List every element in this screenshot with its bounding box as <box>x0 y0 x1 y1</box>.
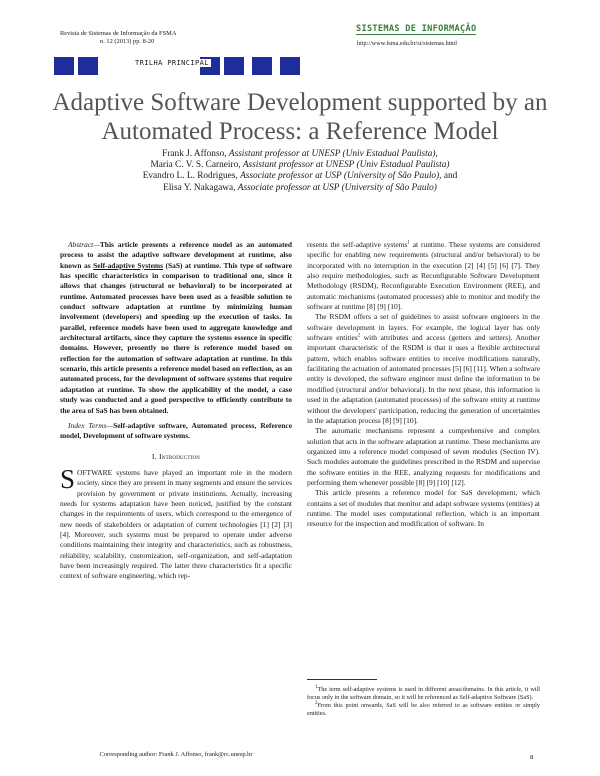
footnote: $^2$From this point onwards, SaS will be also referred to as software entities or simply entities. <box>307 701 540 718</box>
banner-block <box>224 57 244 75</box>
corresponding-author: Corresponding author: Frank J. Affonso, frank@rc.unesp.br <box>99 751 253 758</box>
paper-title: Adaptive Software Development supported by an Automated Process: a Reference Model <box>52 89 548 145</box>
journal-name: Revista de Sistemas de Informação da FSMA <box>60 30 177 37</box>
abstract: Abstract—This article presents a reference model as an automated process to assist the adaptive software development at runtime, also known as Self-adaptive Systems (SaS) at runtime. This type of software has specific characteristics in comparison to traditional one, since it allows that changes (structural or behavioral) to be incorporated at runtime. Automated processes have been used as a feasible solution to conduct software adaptation at runtime by minimizing human involvement (developers) and speeding up the execution of tasks. In parallel, reference models have been used to aggregate knowledge and architectural artifacts, since they capture the systems essence in specific domains. However, presently no there is reference model based on reflection for the automation of software adaptation at runtime. In this scenario, this article presents a reference model based on reflection, as an automated process, for the development of software systems that require adaptation at runtime. To show the applicability of the model, a case study was conducted and a good perspective to efficiently contribute to the area of SaS has been obtained. <box>60 240 292 415</box>
section-banner-label: TRILHA PRINCIPAL <box>135 59 209 67</box>
banner-block <box>78 57 98 75</box>
banner-block <box>54 57 74 75</box>
brand-logo-text: SISTEMAS DE INFORMAÇÃO <box>356 24 477 34</box>
right-column <box>307 240 540 530</box>
intro-paragraph: SOFTWARE systems have played an important role in the modern society, since they are present in many segments and ensure the services provision by government or private institutions. Actually, increasing needs for systems adaptation have been noticed, justified by the constant changes in the requirements of users, which correspond to the emergence of new needs of stakeholders or adaptation of current technologies [1] [2] [3] [4]. Moreover, such systems must be prepared to operate under adverse conditions maintaining their integrity and characteristics, such as robustness, reliability, scalability, customization, self-organization, and self-adaptation have been increasingly required. The latter three characteristics fit a specific context of software engineering, which rep- <box>60 463 292 581</box>
footnote: $^1$The term self-adaptive systems is used in different areas/domains. In this article, it will focus only in the software domain, so it will be referenced as Self-adaptive Software (SaS). <box>307 684 540 702</box>
footnote-rule <box>307 679 377 680</box>
journal-issue: n. 12 (2013) pp. 8-20 <box>100 38 155 46</box>
journal-url[interactable]: http://www.fsma.edu.br/si/sistemas.html <box>357 40 457 47</box>
page-number: 8 <box>530 754 534 761</box>
section-heading: I. Introduction <box>151 451 201 461</box>
banner-block <box>280 57 300 75</box>
author-line: Maria C. V. S. Carneiro, Assistant professor at UNESP (Univ Estadual Paulista) <box>150 160 450 171</box>
paragraph: This article presents a reference model for SaS development, which contains a set of modules that monitor and adapt software systems (entities) at runtime. The model uses computational reflection, which is an important resource for the inspection and modification of software. In <box>307 488 540 529</box>
author-list <box>60 149 540 194</box>
journal-header <box>60 30 176 47</box>
author-line: Elisa Y. Nakagawa, Associate professor at USP (University of São Paulo) <box>163 182 437 193</box>
left-column <box>60 240 292 582</box>
paragraph: The RSDM offers a set of guidelines to assist software engineers in the software development in layers. For example, the logical layer has only software entities$^2$ with attributes and access (getters and setters). Another important characteristic of the RSDM is that it uses a flexible architectural pattern, which enables software entities to receive modifications naturally, facilitating the actuation of automated processes [5] [6] [11]. When a software entity is developed, the software engineer must define the information to be modified (structural and/or behavioral). In the next phase, this information is used in the adaptation (automated processes) of the software entity at runtime without the developers' participation, reducing the generation of uncertainties in the adaptation process [8] [9] [10]. <box>307 312 541 425</box>
drop-cap: S <box>60 463 76 494</box>
paragraph: The automatic mechanisms represent a comprehensive and complex solution that acts in the software adaptation at runtime. These mechanisms are organized into a reference model composed of seven modules (Section IV). Such modules automate the guidelines prescribed in the RSDM and supervise the software entities in the REE, analyzing requests for modifications and performing them whenever possible [8] [9] [10] [12]. <box>307 426 540 487</box>
paragraph: resents the self-adaptive systems$^1$ at runtime. These systems are considered specific for enabling new requirements (structural and/or behavioral) to be incorporated with no interruption in the execution [2] [4] [5] [6] [7]. They also require methodologies, such as Reconfigurable Software Development Methodology (RSDM), Reconfigurable Execution Environment (REE), and automatic mechanisms (automated processes) able to monitor and modify the software at runtime [8] [9] [10]. <box>307 240 540 312</box>
author-line: Frank J. Affonso, Assistant professor at UNESP (Univ Estadual Paulista), <box>162 149 438 159</box>
footnotes <box>307 686 540 718</box>
banner-block <box>252 57 272 75</box>
footnote-ref[interactable]: 2 <box>357 333 361 339</box>
author-line: Evandro L. L. Rodrigues, Associate professor at USP (University of São Paulo), and <box>142 171 458 182</box>
footnote-ref[interactable]: 1 <box>407 240 410 246</box>
index-terms: Index Terms—Self-adaptive software, Automated process, Reference model, Development of software systems. <box>60 420 292 441</box>
